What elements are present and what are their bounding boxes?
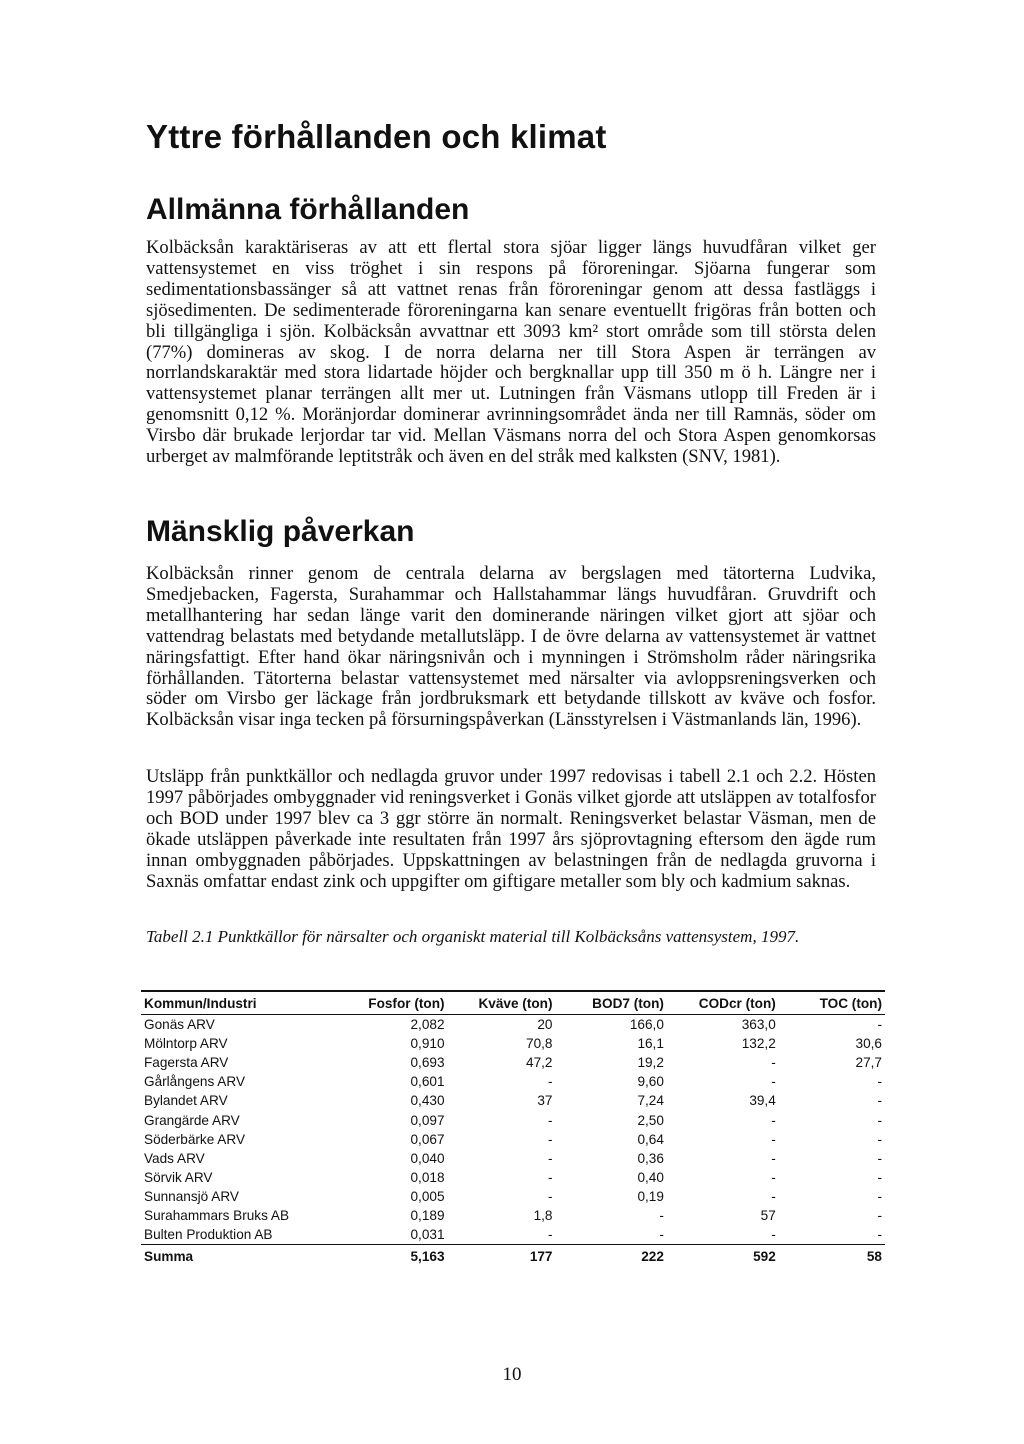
table-cell: - xyxy=(877,1150,882,1166)
table-total-cell: Summa xyxy=(141,1245,333,1268)
table-cell: 0,40 xyxy=(637,1169,664,1185)
table-total-cell: 222 xyxy=(556,1245,667,1268)
table-cell: 0,005 xyxy=(410,1188,445,1204)
table-cell: - xyxy=(547,1074,553,1090)
table-row xyxy=(141,1225,885,1245)
table-cell: - xyxy=(547,1131,553,1147)
table-cell: Mölntorp ARV xyxy=(144,1036,228,1052)
emissions-table xyxy=(141,990,885,1267)
table-cell: - xyxy=(771,1188,776,1204)
table-cell: 0,19 xyxy=(637,1188,664,1204)
table-cell: 132,2 xyxy=(741,1036,776,1052)
table-row xyxy=(141,1130,885,1149)
table-cell: 19,2 xyxy=(637,1055,664,1071)
table-row xyxy=(141,1015,885,1035)
table-cell: 20 xyxy=(537,1017,553,1033)
table-cell: Surahammars Bruks AB xyxy=(144,1207,290,1223)
table-cell: 0,018 xyxy=(410,1169,445,1185)
table-cell: Bulten Produktion AB xyxy=(141,1225,333,1245)
col-header-codcr: CODcr (ton) xyxy=(667,991,779,1015)
table-cell: 0,040 xyxy=(410,1150,445,1166)
table-cell: - xyxy=(877,1207,882,1223)
table-cell: - xyxy=(659,1207,664,1223)
paragraph-general: Kolbäcksån karaktäriseras av att ett flertal stora sjöar ligger längs huvudfåran vilket ger vattensystemet en viss tröghet i sin respons på föroreningar. Sjöarna fungerar som sedimentationsbassänger så att vattnet renas från föroreningar genom att dessa fastläggs i sjösedimenten. De sedimenterade föroreningarna kan senare eventuellt frigöras från botten och bli tillgängliga i sjön. Kolbäcksån avvattnar ett 3093 km² stort område som till största delen (77%) domineras av skog. I de norra delarna ner till Stora Aspen är terrängen av norrlandskaraktär med stora lidartade höjder och bergknallar upp till 350 m ö h. Längre ner i vattensystemet planar terrängen allt mer ut. Lutningen från Väsmans utlopp till Freden är i genomsnitt 0,12 %. Moränjordar dominerar avrinningsområdet ända ner till Ramnäs, söder om Virsbo där brukade lerjordar tar vid. Mellan Väsmans norra del och Stora Aspen genomkorsas urberget av malmförande leptitstråk och även en del stråk med kalksten (SNV, 1981). xyxy=(146,237,876,468)
table-cell: 0,189 xyxy=(410,1207,445,1223)
table-cell: - xyxy=(877,1074,882,1090)
table-cell: 2,082 xyxy=(410,1017,445,1033)
table-cell: - xyxy=(547,1112,553,1128)
table-cell: - xyxy=(547,1188,553,1204)
table-cell: Sunnansjö ARV xyxy=(144,1188,239,1204)
table-cell: 0,693 xyxy=(410,1055,445,1071)
table-cell: Vads ARV xyxy=(144,1150,205,1166)
table-cell: - xyxy=(877,1169,882,1185)
table-row xyxy=(141,1149,885,1168)
table-cell: Sörvik ARV xyxy=(144,1169,213,1185)
table-total-row xyxy=(141,1245,885,1268)
table-cell: 9,60 xyxy=(637,1074,664,1090)
table-cell: 70,8 xyxy=(526,1036,553,1052)
table-cell: 39,4 xyxy=(749,1093,776,1109)
table-cell: 166,0 xyxy=(629,1017,664,1033)
table-cell: 0,430 xyxy=(410,1093,445,1109)
table-cell: Söderbärke ARV xyxy=(144,1131,246,1147)
table-row xyxy=(141,1034,885,1053)
col-header-municipality: Kommun/Industri xyxy=(141,991,333,1015)
table-cell: 7,24 xyxy=(637,1093,664,1109)
table-cell: Gårlångens ARV xyxy=(144,1074,246,1090)
table-row xyxy=(141,1168,885,1187)
table-cell: - xyxy=(771,1169,776,1185)
page-number: 10 xyxy=(502,1364,522,1385)
page-title: Yttre förhållanden och klimat xyxy=(146,118,607,155)
table-cell: 37 xyxy=(537,1093,553,1109)
table-cell: 363,0 xyxy=(741,1017,776,1033)
table-cell: 47,2 xyxy=(526,1055,553,1071)
section-heading-general: Allmänna förhållanden xyxy=(146,193,470,226)
table-total-cell: 592 xyxy=(667,1245,779,1268)
col-header-bod7: BOD7 (ton) xyxy=(556,991,667,1015)
table-total-cell: 5,163 xyxy=(333,1245,448,1268)
table-cell: - xyxy=(877,1188,882,1204)
table-cell: - xyxy=(556,1225,667,1245)
table-cell: - xyxy=(771,1055,776,1071)
table-cell: - xyxy=(771,1131,776,1147)
table-cell: - xyxy=(779,1225,885,1245)
table-row xyxy=(141,1206,885,1225)
table-total-cell: 58 xyxy=(779,1245,885,1268)
table-total-cell: 177 xyxy=(448,1245,556,1268)
section-heading-human-impact: Mänsklig påverkan xyxy=(146,515,415,548)
table-row xyxy=(141,1187,885,1206)
table-cell: 57 xyxy=(760,1207,776,1223)
table-cell: - xyxy=(877,1131,882,1147)
table-cell: 0,031 xyxy=(333,1225,448,1245)
table-cell: Grangärde ARV xyxy=(144,1112,240,1128)
table-row xyxy=(141,1110,885,1129)
table-cell: 2,50 xyxy=(637,1112,664,1128)
paragraph-human-impact-2: Utsläpp från punktkällor och nedlagda gruvor under 1997 redovisas i tabell 2.1 och 2.2. Hösten 1997 påbörjades ombyggnader vid reningsverket i Gonäs vilket gjorde att utsläppen av totalfosfor och BOD under 1997 blev ca 3 ggr större än normalt. Reningsverket belastar Väsman, men de ökade utsläppen påverkade inte resultaten från 1997 års sjöprovtagning eftersom den ägde rum innan ombyggnaden påbörjades. Uppskattningen av belastningen från de nedlagda gruvorna i Saxnäs omfattar endast zink och uppgifter om giftigare metaller som bly och kadmium saknas. xyxy=(146,766,876,892)
table-cell: 0,36 xyxy=(637,1150,664,1166)
table-cell: Gonäs ARV xyxy=(144,1017,215,1033)
table-cell: Fagersta ARV xyxy=(144,1055,229,1071)
table-cell: Bylandet ARV xyxy=(144,1093,228,1109)
table-cell: 0,910 xyxy=(410,1036,445,1052)
col-header-toc: TOC (ton) xyxy=(779,991,885,1015)
table-cell: - xyxy=(877,1112,882,1128)
table-cell: 0,097 xyxy=(410,1112,445,1128)
table-row xyxy=(141,1072,885,1091)
table-cell: - xyxy=(667,1225,779,1245)
table-cell: - xyxy=(547,1169,553,1185)
table-cell: 0,067 xyxy=(410,1131,445,1147)
col-header-phosphorus: Fosfor (ton) xyxy=(333,991,448,1015)
table-cell: 16,1 xyxy=(637,1036,664,1052)
col-header-nitrogen: Kväve (ton) xyxy=(448,991,556,1015)
table-cell: - xyxy=(877,1017,882,1033)
table-cell: - xyxy=(771,1112,776,1128)
table-header-row xyxy=(141,991,885,1015)
table-cell: 0,64 xyxy=(637,1131,664,1147)
table-row xyxy=(141,1091,885,1110)
paragraph-human-impact-1: Kolbäcksån rinner genom de centrala delarna av bergslagen med tätorterna Ludvika, Smedjebacken, Fagersta, Surahammar och Hallstahammar längs huvudfåran. Gruvdrift och metallhantering har sedan länge varit den dominerande näringen vilket gjort att sjöar och vattendrag belastats med betydande metallutsläpp. I de övre delarna av vattensystemet är vattnet näringsfattigt. Efter hand ökar näringsnivån och i mynningen i Strömsholm råder näringsrika förhållanden. Tätorterna belastar vattensystemet med närsalter via avloppsreningsverken och söder om Virsbo ger läckage från jordbruksmark ett betydande tillskott av kväve och fosfor. Kolbäcksån visar inga tecken på försurningspåverkan (Länsstyrelsen i Västmanlands län, 1996). xyxy=(146,563,876,731)
table-row xyxy=(141,1053,885,1072)
table-body xyxy=(141,1015,885,1268)
table-cell: - xyxy=(448,1225,556,1245)
table-cell: - xyxy=(771,1074,776,1090)
table-cell: 30,6 xyxy=(855,1036,882,1052)
table-cell: 27,7 xyxy=(855,1055,882,1071)
table-cell: 0,601 xyxy=(410,1074,445,1090)
table-cell: 1,8 xyxy=(533,1207,553,1223)
table-cell: - xyxy=(771,1150,776,1166)
table-cell: - xyxy=(547,1150,553,1166)
table-caption: Tabell 2.1 Punktkällor för närsalter och organiskt material till Kolbäcksåns vattensystem, 1997. xyxy=(146,927,800,946)
table-cell: - xyxy=(877,1093,882,1109)
